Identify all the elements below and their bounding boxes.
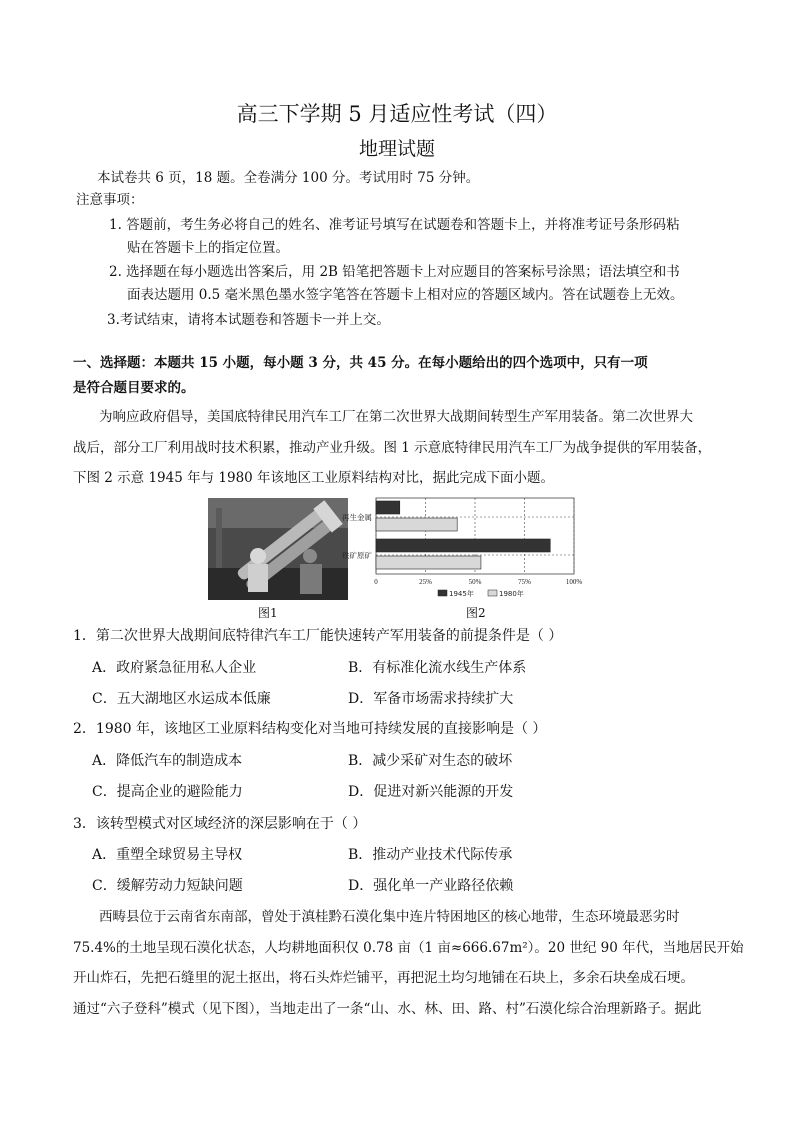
question-2-option-c[interactable]: C．提高企业的避险能力 [92,784,243,800]
passage2-line1: 西畴县位于云南省东南部，曾处于滇桂黔石漠化集中连片特困地区的核心地带，生态环境最恶劣时 [99,909,680,925]
question-1-stem: 1．第二次世界大战期间底特律汽车工厂能快速转产军用装备的前提条件是（ ） [73,628,563,644]
passage2-line3: 开山炸石，先把石缝里的泥土抠出，将石头炸烂铺平，再把泥土均匀地铺在石块上，多余石块垒成石埂。 [73,970,694,986]
question-1-option-c[interactable]: C．五大湖地区水运成本低廉 [92,691,271,707]
question-3-option-b[interactable]: B．推动产业技术代际传承 [348,847,513,863]
exam-subject: 地理试题 [358,138,435,160]
notice-item-2b: 面表达题用 0.5 毫米黑色墨水签字笔答在答题卡上相对应的答题区域内。答在试题卷上无效。 [127,287,684,303]
figure2-chart [330,494,600,602]
exam-title: 高三下学期 5 月适应性考试（四） [236,102,558,126]
passage2-line4: 通过“六子登科”模式（见下图），当地走出了一条“山、水、林、田、路、村”石漠化综合治理新路子。据此 [73,1001,702,1017]
bar-1945 [376,539,550,552]
x-tick-label: 0 [374,578,378,586]
question-3-option-a[interactable]: A．重塑全球贸易主导权 [92,847,243,863]
legend-swatch [488,590,497,596]
question-2-option-b[interactable]: B．减少采矿对生态的破坏 [348,753,513,769]
legend-label: 1945年 [449,590,474,598]
passage1-line1: 为响应政府倡导，美国底特律民用汽车工厂在第二次世界大战期间转型生产军用装备。第二次世界大 [99,409,693,425]
notice-item-2a: 2. 选择题在每小题选出答案后，用 2B 铅笔把答题卡上对应题目的答案标号涂黑；语法填空和书 [109,264,680,280]
passage1-line3: 下图 2 示意 1945 年与 1980 年该地区工业原料结构对比，据此完成下面小题。 [73,470,555,486]
x-tick-label: 75% [518,578,531,586]
legend-label: 1980年 [499,590,524,598]
notice-heading: 注意事项： [76,192,144,208]
x-tick-label: 25% [419,578,432,586]
figure1-photo [208,498,348,600]
question-1-option-b[interactable]: B．有标准化流水线生产体系 [348,660,527,676]
figure2-caption: 图2 [466,606,486,620]
category-label: 铁矿原矿 [342,551,372,560]
question-1-option-d[interactable]: D．军备市场需求持续扩大 [348,691,514,707]
bar-1945 [376,501,400,514]
question-3-option-c[interactable]: C．缓解劳动力短缺问题 [92,878,243,894]
notice-item-1b: 贴在答题卡上的指定位置。 [127,240,289,256]
section-heading-line2: 是符合题目要求的。 [73,380,195,396]
notice-item-3: 3.考试结束，请将本试题卷和答题卡一并上交。 [107,312,390,328]
question-3-option-d[interactable]: D．强化单一产业路径依赖 [348,878,514,894]
figure1-caption: 图1 [258,606,278,620]
exam-intro: 本试卷共 6 页，18 题。全卷满分 100 分。考试用时 75 分钟。 [97,170,480,186]
category-label: 再生金属 [342,513,372,522]
bar-1980 [376,556,481,569]
bar-1980 [376,518,457,531]
x-tick-label: 50% [468,578,482,586]
question-2-option-a[interactable]: A．降低汽车的制造成本 [92,753,243,769]
question-3-stem: 3．该转型模式对区域经济的深层影响在于（ ） [73,816,367,832]
passage1-line2: 战后，部分工厂利用战时技术积累，推动产业升级。图 1 示意底特律民用汽车工厂为战争提供的军用装备， [73,440,712,456]
passage2-line2: 75.4%的土地呈现石漠化状态，人均耕地面积仅 0.78 亩（1 亩≈666.67m²）。20 世纪 90 年代，当地居民开始 [73,940,744,956]
legend-swatch [438,590,447,596]
question-1-option-a[interactable]: A．政府紧急征用私人企业 [92,660,257,676]
x-tick-label: 100% [565,578,583,586]
question-2-option-d[interactable]: D．促进对新兴能源的开发 [348,784,514,800]
section-heading-line1: 一、选择题：本题共 15 小题，每小题 3 分，共 45 分。在每小题给出的四个选项中，只有一项 [73,355,648,371]
notice-item-1a: 1. 答题前，考生务必将自己的姓名、准考证号填写在试题卷和答题卡上，并将准考证号条形码粘 [109,217,680,233]
question-2-stem: 2．1980 年，该地区工业原料结构变化对当地可持续发展的直接影响是（ ） [73,721,547,737]
